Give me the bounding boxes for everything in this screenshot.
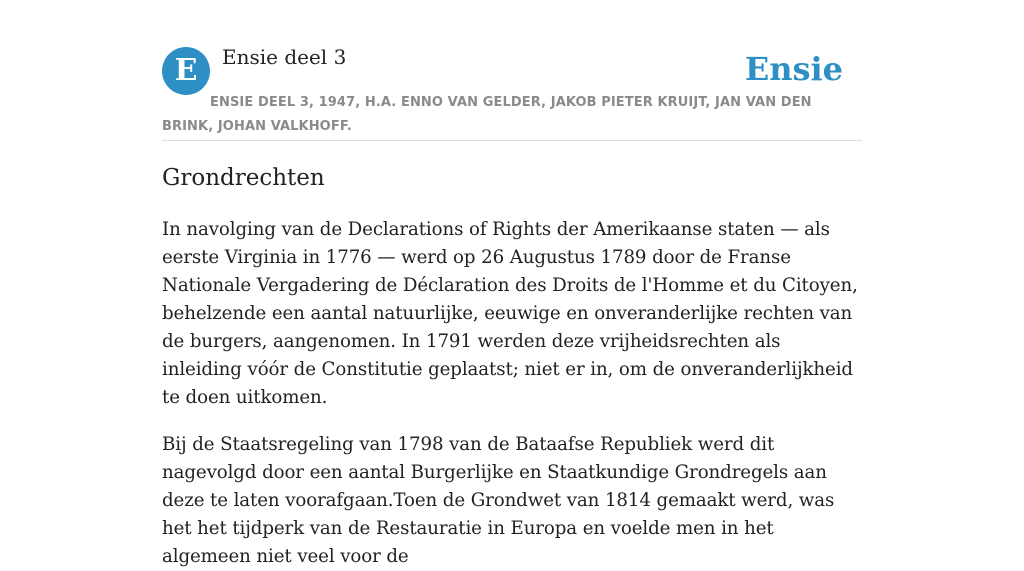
article-paragraph: Bij de Staatsregeling van 1798 van de Bataafse Republiek werd dit nagevolgd door een aantal Burgerlijke en Staatkundige Grondregels aan deze te laten voorafgaan.Toen de Grondwet van 1814 gemaakt werd, was het het tijdperk van de Restauratie in Europa en voelde men in het algemeen niet veel voor de bbox=[162, 434, 835, 567]
source-meta-text: ENSIE DEEL 3, 1947, H.A. ENNO VAN GELDER, JAKOB PIETER KRUIJT, JAN VAN DEN BRINK, JOHAN VALKHOFF. bbox=[162, 95, 812, 134]
article-paragraph: In navolging van de Declarations of Rights der Amerikaanse staten — als eerste Virginia in 1776 — werd op 26 Augustus 1789 door de Franse Nationale Vergadering de Déclaration des Droits de l'Homme et du Citoyen, behelzende een aantal natuurlijke, eeuwige en onveranderlijke rechten van de burgers, aangenomen. In 1791 werden deze vrijheidsrechten als inleiding vóór de Constitutie geplaatst; niet er in, om de onveranderlijkheid te doen uitkomen. bbox=[162, 219, 858, 408]
article-body bbox=[162, 160, 864, 571]
source-title[interactable]: Ensie deel 3 bbox=[222, 45, 347, 69]
ensie-logo-icon[interactable]: E bbox=[162, 47, 210, 95]
source-header bbox=[162, 44, 862, 141]
brand-logo[interactable]: Ensie bbox=[744, 50, 843, 88]
article-title: Grondrechten bbox=[162, 165, 325, 191]
source-meta bbox=[162, 91, 862, 139]
